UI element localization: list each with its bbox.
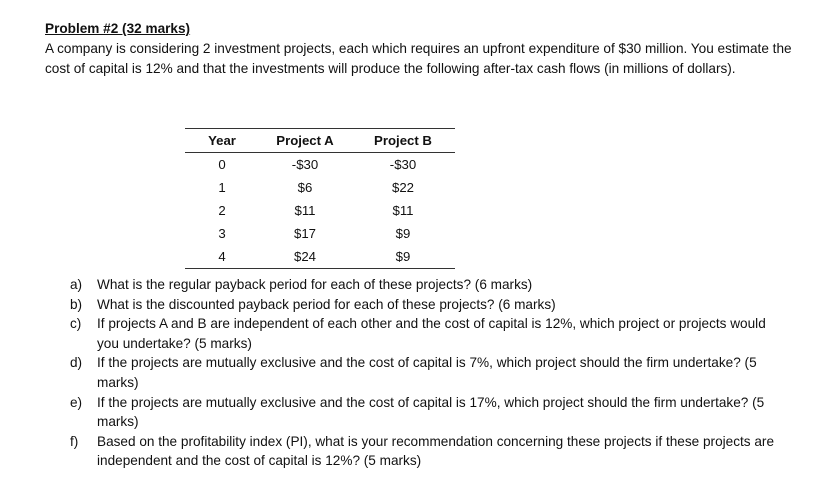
question-label: f)	[70, 433, 79, 449]
question-text: Based on the profitability index (PI), what is your recommendation concerning these projects if these projects are independent and the cost of capital is 12%? (5 marks)	[97, 433, 775, 469]
cell-project-a: $24	[259, 245, 351, 269]
cell-project-b: $9	[395, 226, 411, 241]
question-item	[70, 314, 790, 353]
question-label: d)	[70, 355, 83, 371]
question-list	[70, 275, 790, 471]
table-row	[185, 199, 455, 222]
question-text: What is the discounted payback period for each of these projects? (6 marks)	[97, 296, 556, 312]
question-item	[70, 275, 790, 295]
cell-year: 1	[218, 180, 226, 195]
question-text: If projects A and B are independent of each other and the cost of capital is 12%, which project or projects would you undertake? (5 marks)	[97, 316, 766, 351]
question-item	[70, 432, 790, 471]
header-year: Year	[185, 129, 259, 153]
problem-title: Problem #2 (32 marks)	[45, 21, 191, 36]
cell-year: 4	[185, 245, 259, 269]
cell-project-a: $17	[293, 226, 316, 241]
cell-project-a: $11	[294, 203, 316, 218]
question-text: What is the regular payback period for each of these projects? (6 marks)	[97, 277, 533, 292]
table-row	[185, 222, 455, 245]
question-label: b)	[70, 296, 83, 312]
table-header-row	[185, 129, 455, 153]
cell-project-a: -$30	[291, 157, 319, 172]
cell-project-b: $22	[391, 180, 414, 195]
header-project-a: Project A	[259, 129, 351, 153]
cell-project-b: $9	[351, 245, 455, 269]
cell-year: 2	[218, 203, 226, 218]
question-text: If the projects are mutually exclusive and the cost of capital is 7%, which project should the firm undertake? (5 marks)	[97, 355, 757, 390]
question-label: a)	[70, 277, 83, 292]
question-item	[70, 295, 790, 315]
question-item	[70, 353, 790, 392]
table-row	[185, 245, 455, 269]
cell-year: 0	[218, 157, 226, 172]
cell-project-b: $11	[392, 203, 414, 218]
table-row	[185, 153, 455, 177]
table-row	[185, 176, 455, 199]
cell-year: 3	[218, 226, 226, 241]
question-item	[70, 393, 790, 432]
question-text: If the projects are mutually exclusive and the cost of capital is 17%, which project should the firm undertake? (5 marks)	[97, 394, 765, 430]
cell-project-b: -$30	[389, 157, 417, 172]
problem-intro: A company is considering 2 investment projects, each which requires an upfront expenditure of $30 million. You estimate the cost of capital is 12% and that the investments will produce the following after-tax cash flows (in millions of dollars).	[45, 41, 792, 76]
header-project-b: Project B	[351, 129, 455, 153]
cash-flow-table	[185, 128, 455, 269]
question-label: e)	[70, 394, 83, 410]
cell-project-a: $6	[297, 180, 313, 195]
question-label: c)	[70, 316, 82, 332]
